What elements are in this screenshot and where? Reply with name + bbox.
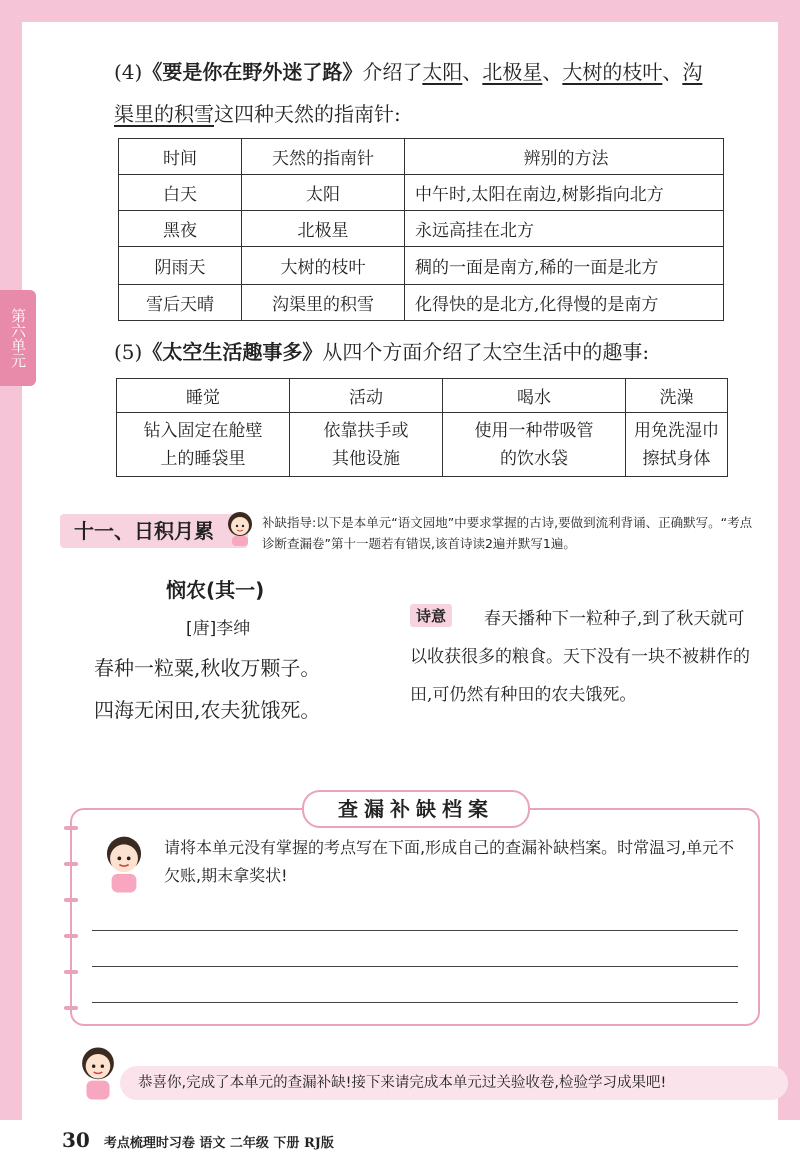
- item5-text: 从四个方面介绍了太空生活中的趣事:: [322, 340, 650, 364]
- table-header: 睡觉: [117, 379, 290, 413]
- archive-instruction: 请将本单元没有掌握的考点写在下面,形成自己的查漏补缺档案。时常温习,单元不欠账,期末拿奖状!: [164, 838, 735, 885]
- table-header: 活动: [290, 379, 443, 413]
- poem-author: [唐]李绅: [186, 619, 251, 639]
- item4-compass-1: 太阳: [422, 60, 463, 84]
- compass-table: [118, 138, 724, 321]
- table-header: 喝水: [443, 379, 626, 413]
- poem-meaning: 春天播种下一粒种子,到了秋天就可以收获很多的粮食。天下没有一块不被耕作的田,可仍然有种田的农夫饿死。: [410, 609, 750, 705]
- girl-celebrate-icon: [72, 1040, 124, 1104]
- table-row: 雪后天晴 沟渠里的积雪 化得快的是北方,化得慢的是南方: [119, 285, 724, 321]
- table-row: 白天 太阳 中午时,太阳在南边,树影指向北方: [119, 175, 724, 211]
- item4-text: 介绍了: [362, 60, 423, 84]
- guide-text: 补缺指导:以下是本单元“语文园地”中要求掌握的古诗,要做到流利背诵、正确默写。“考点诊断查漏卷”第十一题若有错误,该首诗读2遍并默写1遍。: [262, 515, 753, 551]
- page-border-top: [0, 0, 800, 22]
- poem-line-1: 春种一粒粟,秋收万颗子。: [94, 656, 321, 680]
- table-header: 洗澡: [626, 379, 728, 413]
- boy-icon: [96, 832, 152, 894]
- poem-title: 悯农(其一): [166, 578, 265, 602]
- page-footer: [62, 1128, 334, 1152]
- writing-line[interactable]: [92, 1002, 738, 1003]
- item4-compass-3: 大树的枝叶: [562, 60, 663, 84]
- item5-line: [114, 336, 649, 365]
- congrats-banner: 恭喜你,完成了本单元的查漏补缺!接下来请完成本单元过关验收卷,检验学习成果吧!: [120, 1066, 788, 1100]
- unit-tab: 第六单元: [0, 290, 36, 386]
- item4-book-title: 《要是你在野外迷了路》: [142, 60, 363, 84]
- table-header: 天然的指南针: [242, 139, 405, 175]
- writing-line[interactable]: [92, 930, 738, 931]
- item4-line2: [114, 98, 401, 127]
- item5-prefix: (5): [114, 340, 143, 364]
- space-life-table: [116, 378, 728, 477]
- item4-text-2: 这四种天然的指南针:: [214, 102, 401, 126]
- archive-title: 查漏补缺档案: [302, 790, 530, 828]
- table-row: 钻入固定在舱壁 上的睡袋里 依靠扶手或 其他设施 使用一种带吸管 的饮水袋 用免洗湿巾 擦拭身体: [117, 413, 728, 477]
- writing-line[interactable]: [92, 966, 738, 967]
- table-row: 黑夜 北极星 永远高挂在北方: [119, 211, 724, 247]
- poem-line-2: 四海无闲田,农夫犹饿死。: [94, 698, 321, 722]
- section-title: 十一、日积月累: [60, 514, 248, 548]
- page-number: 30: [62, 1128, 90, 1152]
- item4-prefix: (4): [114, 60, 143, 84]
- page-border-right: [778, 0, 800, 1120]
- footer-text: 考点梳理时习卷 语文 二年级 下册 RJ版: [103, 1136, 334, 1151]
- item4-line1: (4)《要是你在野外迷了路》介绍了太阳、北极星、大树的枝叶、沟: [114, 60, 703, 84]
- item5-book-title: 《太空生活趣事多》: [142, 340, 323, 364]
- table-header: 辨别的方法: [405, 139, 724, 175]
- table-row: 阴雨天 大树的枝叶 稠的一面是南方,稀的一面是北方: [119, 247, 724, 285]
- item4-compass-2: 北极星: [482, 60, 543, 84]
- girl-icon: [222, 508, 258, 548]
- page-border-left: [0, 0, 22, 1120]
- meaning-label: 诗意: [410, 604, 452, 627]
- table-header: 时间: [119, 139, 242, 175]
- item4-compass-4a: 沟: [682, 60, 703, 84]
- item4-compass-4b: 渠里的积雪: [114, 102, 214, 126]
